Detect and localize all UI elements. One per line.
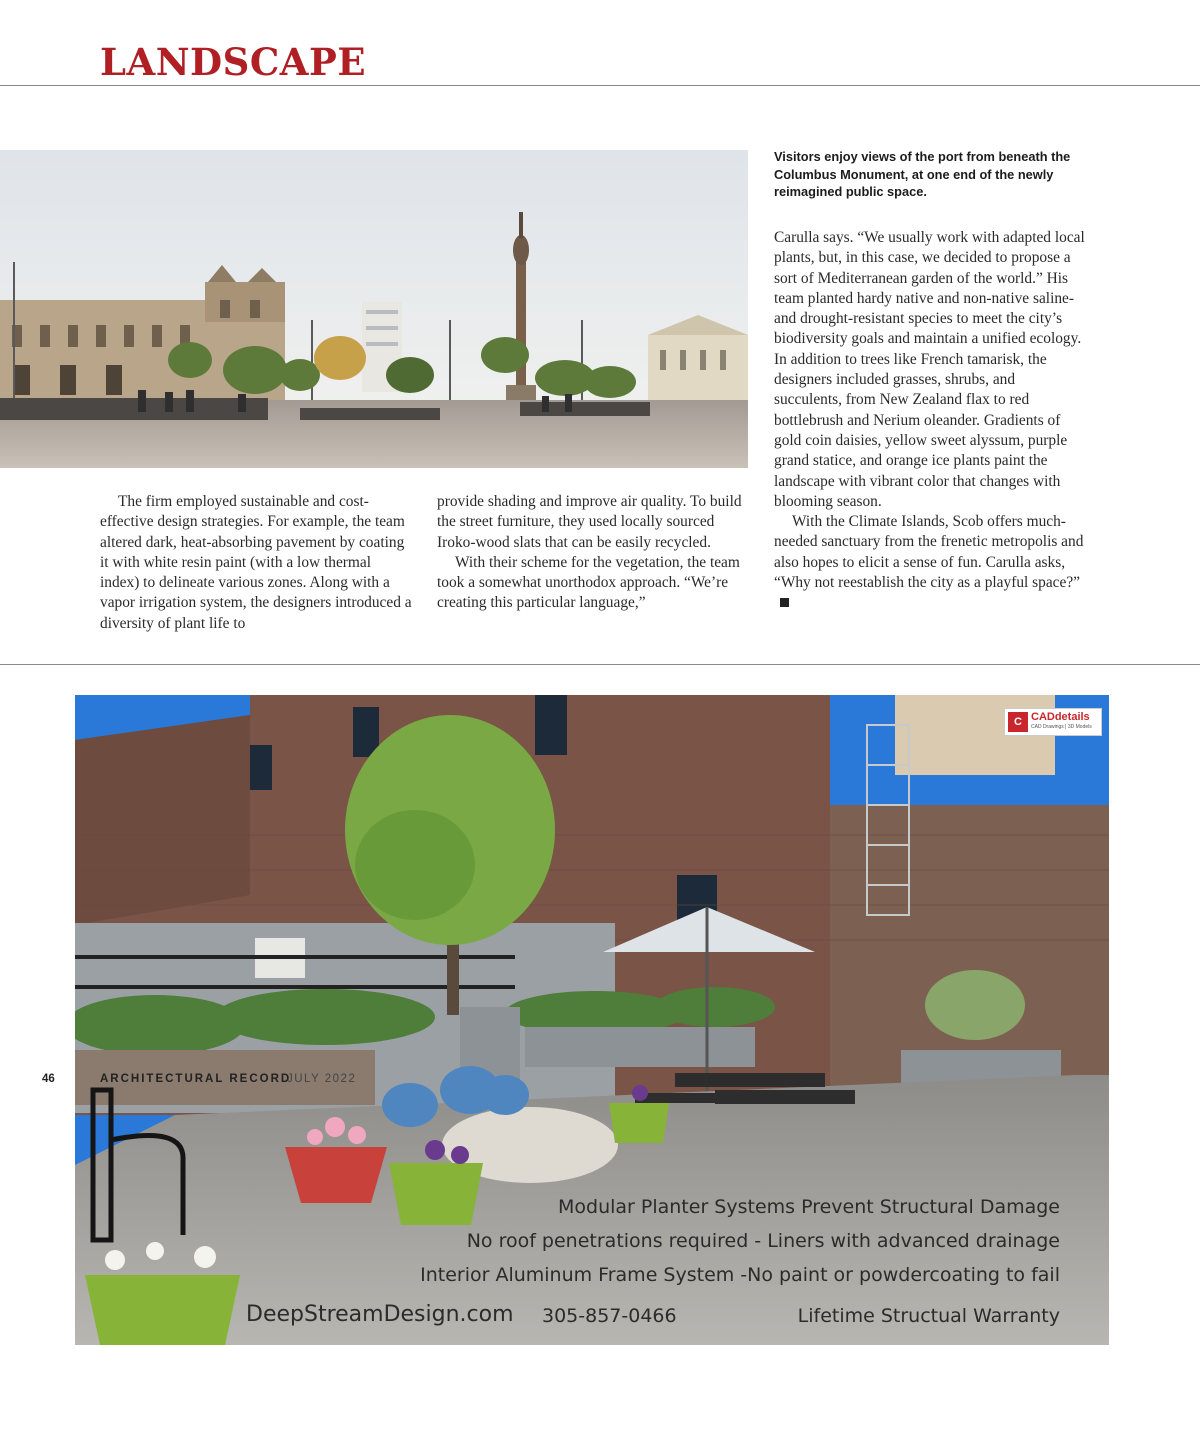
ad-phone-number[interactable]: 305-857-0466 xyxy=(542,1305,677,1327)
ad-headline: Modular Planter Systems Prevent Structural Damage xyxy=(557,1196,1060,1218)
issue-date: JULY 2022 xyxy=(287,1073,357,1085)
ad-website-link[interactable]: DeepStreamDesign.com xyxy=(246,1302,514,1327)
article-column-1 xyxy=(100,492,412,634)
end-mark xyxy=(780,598,789,607)
column-3-paragraph-1: Carulla says. “We usually work with adapted local plants, but, in this case, we decided to propose a sort of Mediterranean garden of the world.” His team planted hardy native and non-native saline- and drought-resistant species to meet the city’s biodiversity goals and maintain a unified ecology. In addition to trees like French tamarisk, the designers included grasses, shrubs, and succulents, from New Zealand flax to red bottlebrush and Nerium oleander. Gradients of gold coin daisies, yellow sweet alyssum, purple grand statice, and orange ice plants paint the landscape with vibrant color that changes with blooming season. xyxy=(774,229,1085,510)
ad-line-2: Interior Aluminum Frame System -No paint or powdercoating to fail xyxy=(420,1264,1060,1286)
article-column-2 xyxy=(437,492,743,614)
column-3-paragraph-2-text: With the Climate Islands, Scob offers much-needed sanctuary from the frenetic metropolis and also hopes to elicit a sense of fun. Carulla asks, “Why not reestablish the city as a playful space?” xyxy=(774,513,1084,592)
caddetails-logo-icon: C xyxy=(1008,712,1028,732)
ad-separator-rule xyxy=(0,664,1200,665)
caddetails-badge xyxy=(1004,708,1102,736)
caddetails-subtitle: CAD Drawings | 3D Models xyxy=(1031,724,1092,730)
publication-name: ARCHITECTURAL RECORD xyxy=(100,1073,292,1085)
article-column-3 xyxy=(774,228,1086,614)
ad-line-1: No roof penetrations required - Liners with advanced drainage xyxy=(466,1230,1060,1252)
header-rule xyxy=(0,85,1200,86)
column-1-paragraph: The firm employed sustainable and cost-effective design strategies. For example, the team altered dark, heat-absorbing pavement by coating it with white resin paint (with a low thermal index) to delineate various zones. Along with a vapor irrigation system, the designers introduced a diversity of plant life to xyxy=(100,493,412,632)
ad-warranty: Lifetime Structual Warranty xyxy=(797,1305,1060,1327)
plaza-photo xyxy=(0,150,748,468)
caddetails-name: CADdetails xyxy=(1031,711,1090,723)
column-3-paragraph-2 xyxy=(774,512,1086,613)
section-title: LANDSCAPE xyxy=(100,40,367,84)
photo-caption: Visitors enjoy views of the port from beneath the Columbus Monument, at one end of the newly reimagined public space. xyxy=(774,149,1071,199)
page-number: 46 xyxy=(42,1073,55,1085)
column-2-paragraph-2: With their scheme for the vegetation, the team took a somewhat unorthodox approach. “We’re creating this particular language,” xyxy=(437,553,740,612)
column-2-paragraph-1: provide shading and improve air quality. To build the street furniture, they used locally sourced Iroko-wood slats that can be easily recycled. xyxy=(437,493,742,551)
